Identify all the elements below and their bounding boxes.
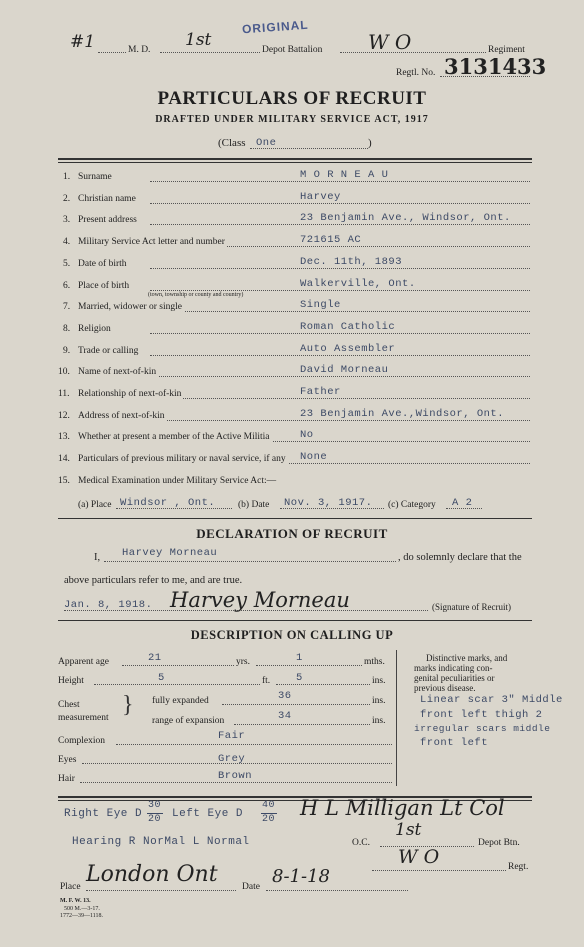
regt-value: W O xyxy=(398,846,440,868)
form-code-3: 1772—39—1118. xyxy=(60,913,104,919)
age-label: Apparent age xyxy=(58,657,109,667)
declaration-text-1: , do solemnly declare that the xyxy=(398,552,522,563)
particular-label: Present address xyxy=(78,215,137,225)
particular-dotted-line xyxy=(150,333,530,334)
particular-dotted-line xyxy=(150,311,530,312)
height-feet: 5 xyxy=(158,672,165,684)
fully-expanded-value: 36 xyxy=(278,690,292,702)
particular-number: 7. xyxy=(63,302,71,312)
height-label: Height xyxy=(58,676,84,686)
particular-number: 3. xyxy=(63,215,71,225)
class-close: ) xyxy=(368,137,372,149)
marks-heading-1: Distinctive marks, and xyxy=(426,653,508,663)
particular-number: 15. xyxy=(58,476,70,486)
range-label: range of expansion xyxy=(152,716,225,726)
marks-line-3: irregular scars middle xyxy=(414,723,551,734)
particular-number: 11. xyxy=(58,389,70,399)
footer-place-label: Place xyxy=(60,882,81,892)
particular-dotted-line xyxy=(150,203,530,204)
particular-dotted-line xyxy=(150,398,530,399)
particular-number: 9. xyxy=(63,346,71,356)
particular-number: 2. xyxy=(63,194,71,204)
depot-value: W O xyxy=(368,30,412,54)
medical-category-label: (c) Category xyxy=(388,500,436,510)
medical-place-label: (a) Place xyxy=(78,500,112,510)
marks-heading-2: marks indicating con- xyxy=(414,663,493,673)
particular-label: Christian name xyxy=(78,194,136,204)
page-title: PARTICULARS OF RECRUIT xyxy=(157,88,427,109)
page-subtitle: DRAFTED UNDER MILITARY SERVICE ACT, 1917 xyxy=(155,114,429,125)
particular-value: No xyxy=(300,429,314,441)
md-value: 1st xyxy=(185,30,212,50)
medical-category-value: A 2 xyxy=(452,497,473,509)
hearing: Hearing R NorMal L Normal xyxy=(72,836,250,848)
particular-label: Military Service Act letter and number xyxy=(78,237,225,247)
form-code-1: M. F. W. 13. xyxy=(60,898,91,904)
footer-date-value: 8-1-18 xyxy=(272,866,330,887)
signature-label: (Signature of Recruit) xyxy=(432,602,511,612)
particular-value: Walkerville, Ont. xyxy=(300,278,416,290)
depot-btn-label: Depot Btn. xyxy=(478,838,520,848)
eyes-value: Grey xyxy=(218,753,246,765)
particular-number: 6. xyxy=(63,281,71,291)
depot-label: Depot Battalion xyxy=(262,45,323,55)
complexion-label: Complexion xyxy=(58,736,105,746)
particular-value: 23 Benjamin Ave.,Windsor, Ont. xyxy=(300,408,505,420)
particular-value: Harvey xyxy=(300,191,341,203)
complexion-value: Fair xyxy=(218,730,246,742)
class-open: (Class xyxy=(218,137,246,149)
marks-heading-4: previous disease. xyxy=(414,683,476,693)
particular-label: Trade or calling xyxy=(78,346,139,356)
particular-label: Place of birth xyxy=(78,281,130,291)
mths-label: mths. xyxy=(364,657,385,667)
yrs-label: yrs. xyxy=(236,657,250,667)
original-stamp: ORIGINAL xyxy=(241,17,310,37)
range-ins-label: ins. xyxy=(372,716,386,726)
regtl-value: 3131433 xyxy=(444,54,547,79)
hair-value: Brown xyxy=(218,770,253,782)
particular-value: 23 Benjamin Ave., Windsor, Ont. xyxy=(300,212,511,224)
particular-number: 8. xyxy=(63,324,71,334)
particular-value: Father xyxy=(300,386,341,398)
declaration-heading: DECLARATION OF RECRUIT xyxy=(196,526,388,541)
eye-right-num: 30 xyxy=(148,800,162,811)
particular-label: Particulars of previous military or naval service, if any xyxy=(78,454,286,464)
particular-dotted-line xyxy=(150,290,530,291)
medical-date-label: (b) Date xyxy=(238,500,270,510)
particular-sublabel: (town, township or county and country) xyxy=(148,292,244,298)
particular-value: Auto Assembler xyxy=(300,343,396,355)
medical-date-value: Nov. 3, 1917. xyxy=(284,497,373,509)
age-months: 1 xyxy=(296,652,303,664)
form-code-2: 500 M.—3-17. xyxy=(64,906,100,912)
declaration-date: Jan. 8, 1918. xyxy=(64,599,153,611)
particular-dotted-line xyxy=(150,355,530,356)
eye-left-label: Left Eye D xyxy=(172,808,244,820)
particular-label: Date of birth xyxy=(78,259,127,269)
age-years: 21 xyxy=(148,652,162,664)
height-inches: 5 xyxy=(296,672,303,684)
particular-dotted-line xyxy=(150,420,530,421)
chest-brace: } xyxy=(122,692,134,718)
declaration-text-2: above particulars refer to me, and are true. xyxy=(64,575,243,586)
hair-label: Hair xyxy=(58,774,75,784)
description-heading: DESCRIPTION ON CALLING UP xyxy=(190,628,394,642)
regtl-label: Regtl. No. xyxy=(396,68,436,78)
marks-line-2: front left thigh 2 xyxy=(420,709,543,721)
class-value: One xyxy=(256,137,277,149)
particular-number: 1. xyxy=(63,172,71,182)
marks-heading-3: genital peculiarities or xyxy=(414,673,495,683)
eye-left-num: 40 xyxy=(262,800,276,811)
oc-label: O.C. xyxy=(352,838,370,848)
md-label: M. D. xyxy=(128,45,151,55)
regiment-label: Regiment xyxy=(488,45,525,55)
particular-label: Relationship of next-of-kin xyxy=(78,389,182,399)
particular-number: 10. xyxy=(58,367,70,377)
ins-label: ins. xyxy=(372,676,386,686)
marks-line-1: Linear scar 3" Middle xyxy=(420,694,563,706)
particular-value: None xyxy=(300,451,328,463)
particular-value: M O R N E A U xyxy=(300,169,389,181)
chest-label-2: measurement xyxy=(58,713,109,723)
regt-label: Regt. xyxy=(508,862,529,872)
eyes-label: Eyes xyxy=(58,755,77,765)
medical-place-value: Windsor , Ont. xyxy=(120,497,216,509)
handwritten-number: #1 xyxy=(70,32,96,52)
particular-number: 4. xyxy=(63,237,71,247)
chest-label-1: Chest xyxy=(58,700,80,710)
particular-dotted-line xyxy=(150,376,530,377)
eye-right-den: 20 xyxy=(148,814,162,825)
fully-ins-label: ins. xyxy=(372,696,386,706)
ft-label: ft. xyxy=(262,676,271,686)
particular-value: Roman Catholic xyxy=(300,321,396,333)
marks-divider xyxy=(396,650,398,786)
particular-dotted-line xyxy=(150,224,530,225)
declaration-i: I, xyxy=(94,552,101,563)
eye-right-label: Right Eye D xyxy=(64,808,143,820)
particular-value: Single xyxy=(300,299,341,311)
footer-date-label: Date xyxy=(242,882,260,892)
depot-btn-value: 1st xyxy=(395,820,422,840)
fully-expanded-label: fully expanded xyxy=(152,696,209,706)
particular-value: Dec. 11th, 1893 xyxy=(300,256,403,268)
particular-number: 14. xyxy=(58,454,70,464)
particular-label: Religion xyxy=(78,324,111,334)
particular-dotted-line xyxy=(150,268,530,269)
particular-dotted-line xyxy=(150,181,530,182)
particular-label: Medical Examination under Military Service Act:— xyxy=(78,476,277,486)
particular-label: Surname xyxy=(78,172,112,182)
particular-number: 12. xyxy=(58,411,70,421)
declaration-name: Harvey Morneau xyxy=(122,547,218,559)
particular-label: Name of next-of-kin xyxy=(78,367,157,377)
officer-signature: H L Milligan Lt Col xyxy=(300,796,505,820)
recruit-signature: Harvey Morneau xyxy=(170,588,350,612)
range-value: 34 xyxy=(278,710,292,722)
footer-place-value: London Ont xyxy=(86,862,218,887)
particular-label: Whether at present a member of the Active Militia xyxy=(78,432,270,442)
particular-value: 721615 AC xyxy=(300,234,362,246)
particular-label: Address of next-of-kin xyxy=(78,411,165,421)
particular-value: David Morneau xyxy=(300,364,389,376)
particular-number: 5. xyxy=(63,259,71,269)
marks-line-4: front left xyxy=(420,737,489,749)
eye-left-den: 20 xyxy=(262,814,276,825)
particular-number: 13. xyxy=(58,432,70,442)
particular-label: Married, widower or single xyxy=(78,302,182,312)
